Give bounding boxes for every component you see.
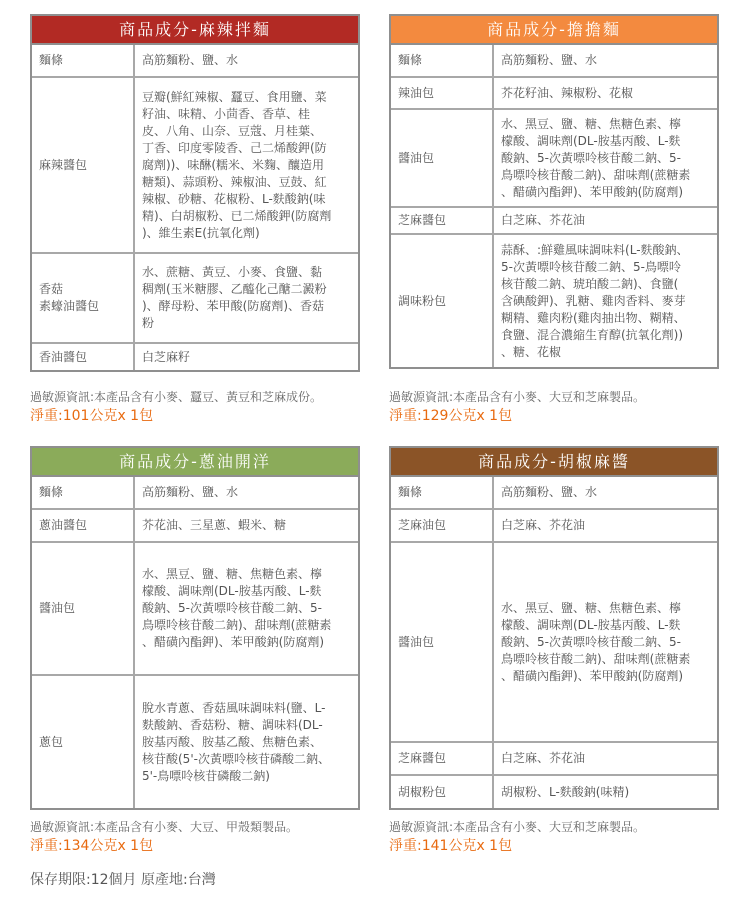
row-content: 白芝麻、芥花油 xyxy=(493,742,717,775)
row-content: 水、黑豆、鹽、糖、焦糖色素、檸 檬酸、調味劑(DL-胺基丙酸、L-麩 酸鈉、5-次黃嘌呤核苷酸二鈉、5- 鳥嘌呤核苷酸二鈉)、甜味劑(蔗糖素 、醋磺內酯鉀)、苯甲酸鈉(防腐劑) xyxy=(493,542,717,742)
ingredient-table xyxy=(32,477,358,808)
allergen-note: 過敏源資訊:本產品含有小麥、大豆和芝麻製品。 xyxy=(389,390,646,404)
row-content: 胡椒粉、L-麩酸鈉(味精) xyxy=(493,775,717,808)
allergen-note: 過敏源資訊:本產品含有小麥、大豆和芝麻製品。 xyxy=(389,820,646,834)
panel-title: 商品成分-麻辣拌麵 xyxy=(32,16,358,45)
ingredient-table xyxy=(391,45,717,367)
row-label: 芝麻醬包 xyxy=(391,207,493,234)
table-row xyxy=(32,477,358,509)
table-row xyxy=(391,45,717,77)
row-label: 麵條 xyxy=(32,477,134,509)
panel-pepper-sesame-noodle xyxy=(389,446,719,810)
table-row xyxy=(32,542,358,675)
row-content: 脫水青蔥、香菇風味調味料(鹽、L- 麩酸鈉、香菇粉、糖、調味料(DL- 胺基丙酸、胺基乙酸、焦糖色素、 核苷酸(5'-次黃嘌呤核苷磷酸二鈉、 5'-鳥嘌呤核苷磷酸二鈉) xyxy=(134,675,358,808)
row-content: 高筋麵粉、鹽、水 xyxy=(493,45,717,77)
table-row xyxy=(391,775,717,808)
row-content: 水、蔗糖、黃豆、小麥、食鹽、黏 稠劑(玉米糖膠、乙醯化己醣二澱粉 )、酵母粉、苯甲酸(防腐劑)、香菇 粉 xyxy=(134,253,358,343)
ingredient-table xyxy=(32,45,358,370)
row-label: 芝麻油包 xyxy=(391,509,493,542)
ingredient-table-box xyxy=(30,14,360,372)
row-label: 芝麻醬包 xyxy=(391,742,493,775)
shelf-life-origin: 保存期限:12個月 原產地:台灣 xyxy=(30,872,216,888)
row-label: 香油醬包 xyxy=(32,343,134,370)
panel-spicy-noodle xyxy=(30,14,360,372)
table-row xyxy=(32,45,358,77)
table-row xyxy=(391,509,717,542)
table-row xyxy=(32,253,358,343)
row-label: 醬油包 xyxy=(32,542,134,675)
panel-dandan-noodle xyxy=(389,14,719,369)
row-content: 水、黑豆、鹽、糖、焦糖色素、檸 檬酸、調味劑(DL-胺基丙酸、L-麩 酸鈉、5-次黃嘌呤核苷酸二鈉、5- 鳥嘌呤核苷酸二鈉)、甜味劑(蔗糖素 、醋磺內酯鉀)、苯甲酸鈉(防腐劑) xyxy=(134,542,358,675)
row-label: 胡椒粉包 xyxy=(391,775,493,808)
table-row xyxy=(32,509,358,542)
panel-title: 商品成分-蔥油開洋 xyxy=(32,448,358,477)
table-row xyxy=(32,343,358,370)
ingredient-table-box xyxy=(389,446,719,810)
row-label: 醬油包 xyxy=(391,109,493,207)
row-content: 高筋麵粉、鹽、水 xyxy=(134,477,358,509)
panel-title: 商品成分-擔擔麵 xyxy=(391,16,717,45)
row-content: 白芝麻、芥花油 xyxy=(493,207,717,234)
table-row xyxy=(391,207,717,234)
table-row xyxy=(391,542,717,742)
row-label: 醬油包 xyxy=(391,542,493,742)
row-label: 麵條 xyxy=(32,45,134,77)
table-row xyxy=(391,234,717,367)
ingredient-table xyxy=(391,477,717,808)
row-label: 蔥包 xyxy=(32,675,134,808)
allergen-note: 過敏源資訊:本產品含有小麥、蠶豆、黃豆和芝麻成份。 xyxy=(30,390,323,404)
net-weight: 淨重:134公克x 1包 xyxy=(30,838,154,854)
row-label: 蔥油醬包 xyxy=(32,509,134,542)
ingredient-table-box xyxy=(30,446,360,810)
panel-title: 商品成分-胡椒麻醬 xyxy=(391,448,717,477)
row-label: 香菇 素蠔油醬包 xyxy=(32,253,134,343)
panel-scallion-oil-noodle xyxy=(30,446,360,810)
ingredient-table-box xyxy=(389,14,719,369)
row-content: 蒜酥、:鮮雞風味調味料(L-麩酸鈉、 5-次黃嘌呤核苷酸二鈉、5-鳥嘌呤 核苷酸二鈉、琥珀酸二鈉)、食鹽( 含碘酸鉀)、乳糖、雞肉香料、麥芽 糊精、雞肉粉(雞肉抽出物、糊精、 食鹽、混合濃縮生育醇(抗氧化劑)) 、糖、花椒 xyxy=(493,234,717,367)
row-label: 麻辣醬包 xyxy=(32,77,134,253)
table-row xyxy=(391,742,717,775)
table-row xyxy=(391,477,717,509)
table-row xyxy=(391,109,717,207)
table-row xyxy=(32,77,358,253)
net-weight: 淨重:101公克x 1包 xyxy=(30,408,154,424)
row-label: 麵條 xyxy=(391,477,493,509)
row-content: 高筋麵粉、鹽、水 xyxy=(493,477,717,509)
row-content: 水、黑豆、鹽、糖、焦糖色素、檸 檬酸、調味劑(DL-胺基丙酸、L-麩 酸鈉、5-次黃嘌呤核苷酸二鈉、5- 鳥嘌呤核苷酸二鈉)、甜味劑(蔗糖素 、醋磺內酯鉀)、苯甲酸鈉(防腐劑) xyxy=(493,109,717,207)
row-content: 白芝麻、芥花油 xyxy=(493,509,717,542)
table-row xyxy=(391,77,717,109)
row-content: 高筋麵粉、鹽、水 xyxy=(134,45,358,77)
row-label: 麵條 xyxy=(391,45,493,77)
row-label: 辣油包 xyxy=(391,77,493,109)
row-content: 芥花籽油、辣椒粉、花椒 xyxy=(493,77,717,109)
net-weight: 淨重:141公克x 1包 xyxy=(389,838,513,854)
net-weight: 淨重:129公克x 1包 xyxy=(389,408,513,424)
table-row xyxy=(32,675,358,808)
allergen-note: 過敏源資訊:本產品含有小麥、大豆、甲殼類製品。 xyxy=(30,820,299,834)
row-content: 白芝麻籽 xyxy=(134,343,358,370)
row-content: 豆瓣(鮮紅辣椒、蠶豆、食用鹽、菜 籽油、味精、小茴香、香草、桂 皮、八角、山奈、豆蔻、月桂葉、 丁香、印度零陵香、己二烯酸鉀(防 腐劑))、味醂(糯米、米麴、釀造用 糖類)、蒜頭粉、辣椒油、豆鼓、紅 辣椒、砂糖、花椒粉、L-麩酸鈉(味 精)、白胡椒粉、已二烯酸鉀(防腐劑 )、維生素E(抗氧化劑) xyxy=(134,77,358,253)
row-content: 芥花油、三星蔥、蝦米、糖 xyxy=(134,509,358,542)
row-label: 調味粉包 xyxy=(391,234,493,367)
